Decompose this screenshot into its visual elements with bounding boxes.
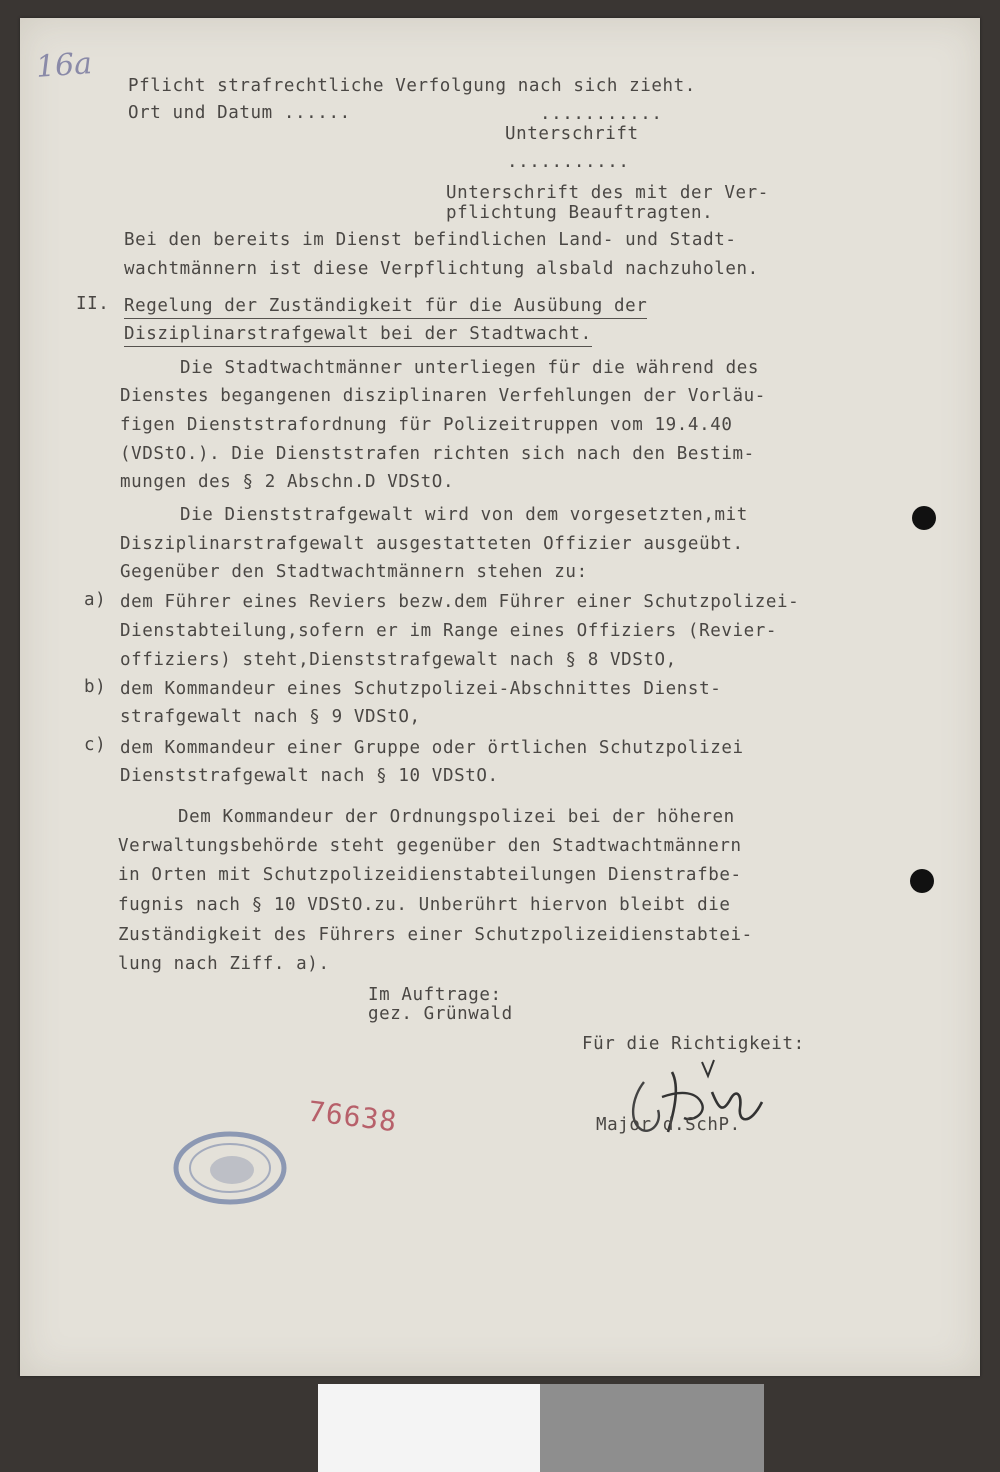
signature-block-text: gez. Grünwald xyxy=(368,1004,513,1024)
section-heading-line-1: Regelung der Zuständigkeit für die Ausübung der xyxy=(124,296,647,319)
round-seal-stamp xyxy=(172,1130,288,1206)
text-line: Dienststrafgewalt nach § 10 VDStO. xyxy=(120,766,499,786)
text-line: strafgewalt nach § 9 VDStO, xyxy=(120,707,421,727)
section-heading-line-2: Disziplinarstrafgewalt bei der Stadtwacht. xyxy=(124,324,592,347)
text-line: offiziers) steht,Dienststrafgewalt nach § 8 VDStO, xyxy=(120,650,677,670)
text-line: Zuständigkeit des Führers einer Schutzpolizeidienstabtei- xyxy=(118,925,753,945)
color-calibration-white xyxy=(318,1384,540,1472)
list-marker-c: c) xyxy=(84,735,107,755)
text-line: (VDStO.). Die Dienststrafen richten sich nach den Bestim- xyxy=(120,444,755,464)
text-line: dem Kommandeur einer Gruppe oder örtlichen Schutzpolizei xyxy=(120,738,744,758)
text-line: Dem Kommandeur der Ordnungspolizei bei der höheren xyxy=(178,807,735,827)
text-line: fugnis nach § 10 VDStO.zu. Unberührt hiervon bleibt die xyxy=(118,895,731,915)
text-line: dem Kommandeur eines Schutzpolizei-Abschnittes Dienst- xyxy=(120,679,722,699)
signatory-rank: Major d.SchP. xyxy=(596,1115,741,1135)
text-line: wachtmännern ist diese Verpflichtung alsbald nachzuholen. xyxy=(124,259,759,279)
text-line: dem Führer eines Reviers bezw.dem Führer einer Schutzpolizei- xyxy=(120,592,800,612)
text-line: Die Dienststrafgewalt wird von dem vorgesetzten,mit xyxy=(180,505,748,525)
text-line: Bei den bereits im Dienst befindlichen Land- und Stadt- xyxy=(124,230,737,250)
dotted-line: ........... xyxy=(540,104,663,124)
text-line: lung nach Ziff. a). xyxy=(118,954,330,974)
list-marker-a: a) xyxy=(84,590,107,610)
folio-number: 16a xyxy=(34,46,94,85)
section-number: II. xyxy=(76,294,110,314)
punch-hole xyxy=(912,506,936,530)
text-line: Verwaltungsbehörde steht gegenüber den Stadtwachtmännern xyxy=(118,836,742,856)
text-line: Unterschrift xyxy=(505,124,639,144)
section-heading xyxy=(124,324,592,344)
text-line: Dienstabteilung,sofern er im Range eines Offiziers (Revier- xyxy=(120,621,778,641)
color-calibration-gray xyxy=(540,1384,764,1472)
archive-stamp-number: 76638 xyxy=(306,1094,399,1139)
text-line: Disziplinarstrafgewalt ausgestatteten Offizier ausgeübt. xyxy=(120,534,744,554)
text-line: Die Stadtwachtmänner unterliegen für die während des xyxy=(180,358,760,378)
list-marker-b: b) xyxy=(84,677,107,697)
text-line: Unterschrift des mit der Ver- xyxy=(446,183,769,203)
signature-block-text: Im Auftrage: xyxy=(368,985,502,1005)
text-line: Gegenüber den Stadtwachtmännern stehen zu: xyxy=(120,562,588,582)
text-line: in Orten mit Schutzpolizeidienstabteilungen Dienstrafbe- xyxy=(118,865,742,885)
text-line: Ort und Datum ...... xyxy=(128,103,351,123)
punch-hole xyxy=(910,869,934,893)
text-line: pflichtung Beauftragten. xyxy=(446,203,714,223)
text-line: Pflicht strafrechtliche Verfolgung nach sich zieht. xyxy=(128,76,696,96)
text-line: figen Dienststrafordnung für Polizeitruppen vom 19.4.40 xyxy=(120,415,733,435)
dotted-line: ........... xyxy=(507,152,630,172)
certification-text: Für die Richtigkeit: xyxy=(582,1034,805,1054)
section-heading xyxy=(124,296,647,316)
text-line: Dienstes begangenen disziplinaren Verfehlungen der Vorläu- xyxy=(120,386,766,406)
text-line: mungen des § 2 Abschn.D VDStO. xyxy=(120,472,455,492)
